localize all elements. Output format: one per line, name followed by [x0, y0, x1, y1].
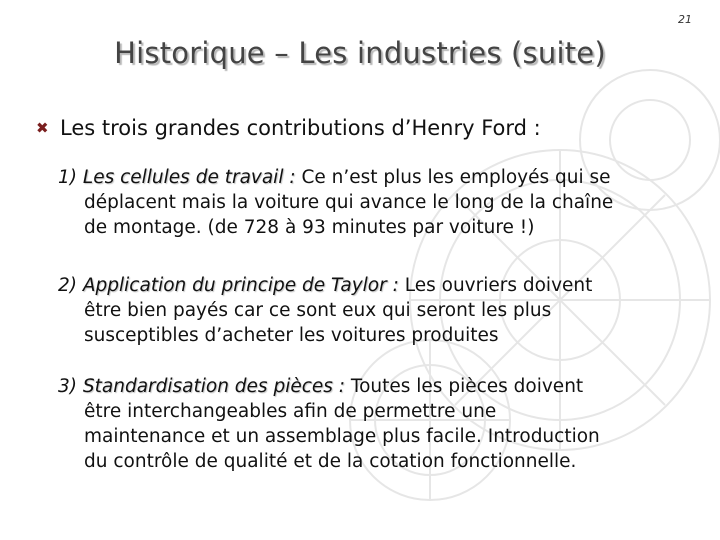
item-label: Standardisation des pièces	[82, 376, 333, 397]
list-item-first-line	[58, 165, 708, 190]
item-text: déplacent mais la voiture qui avance le long de la chaîne	[84, 192, 614, 213]
list-item	[58, 165, 708, 240]
list-item-first-line	[58, 374, 708, 399]
slide-title: Historique – Les industries (suite)	[114, 36, 606, 70]
item-text: Toutes les pièces doivent	[345, 376, 584, 397]
item-text: du contrôle de qualité et de la cotation fonctionnelle.	[84, 451, 577, 472]
item-separator: :	[386, 275, 399, 296]
list-item	[58, 374, 708, 474]
item-text: maintenance et un assemblage plus facile. Introduction	[84, 426, 600, 447]
item-separator: :	[332, 376, 346, 397]
item-text: Ce n’est plus les employés qui se	[295, 167, 611, 188]
item-number: 1)	[58, 167, 77, 188]
item-separator: :	[283, 167, 296, 188]
cross-bullet-icon: ✖	[36, 119, 49, 137]
item-text: de montage. (de 728 à 93 minutes par voiture !)	[84, 217, 535, 238]
main-bullet	[36, 116, 541, 140]
item-text: être interchangeables afin de permettre une	[84, 401, 497, 422]
item-text: Les ouvriers doivent	[398, 275, 593, 296]
item-text: être bien payés car ce sont eux qui seront les plus	[84, 300, 552, 321]
slide-number: 21	[678, 13, 692, 26]
list-item	[58, 273, 708, 348]
item-label: Application du principe de Taylor	[82, 275, 387, 296]
item-number: 3)	[58, 376, 77, 397]
main-bullet-text: Les trois grandes contributions d’Henry Ford :	[60, 116, 541, 140]
item-label: Les cellules de travail	[82, 167, 284, 188]
list-item-first-line	[58, 273, 708, 298]
item-number: 2)	[58, 275, 77, 296]
item-text: susceptibles d’acheter les voitures produites	[84, 325, 499, 346]
